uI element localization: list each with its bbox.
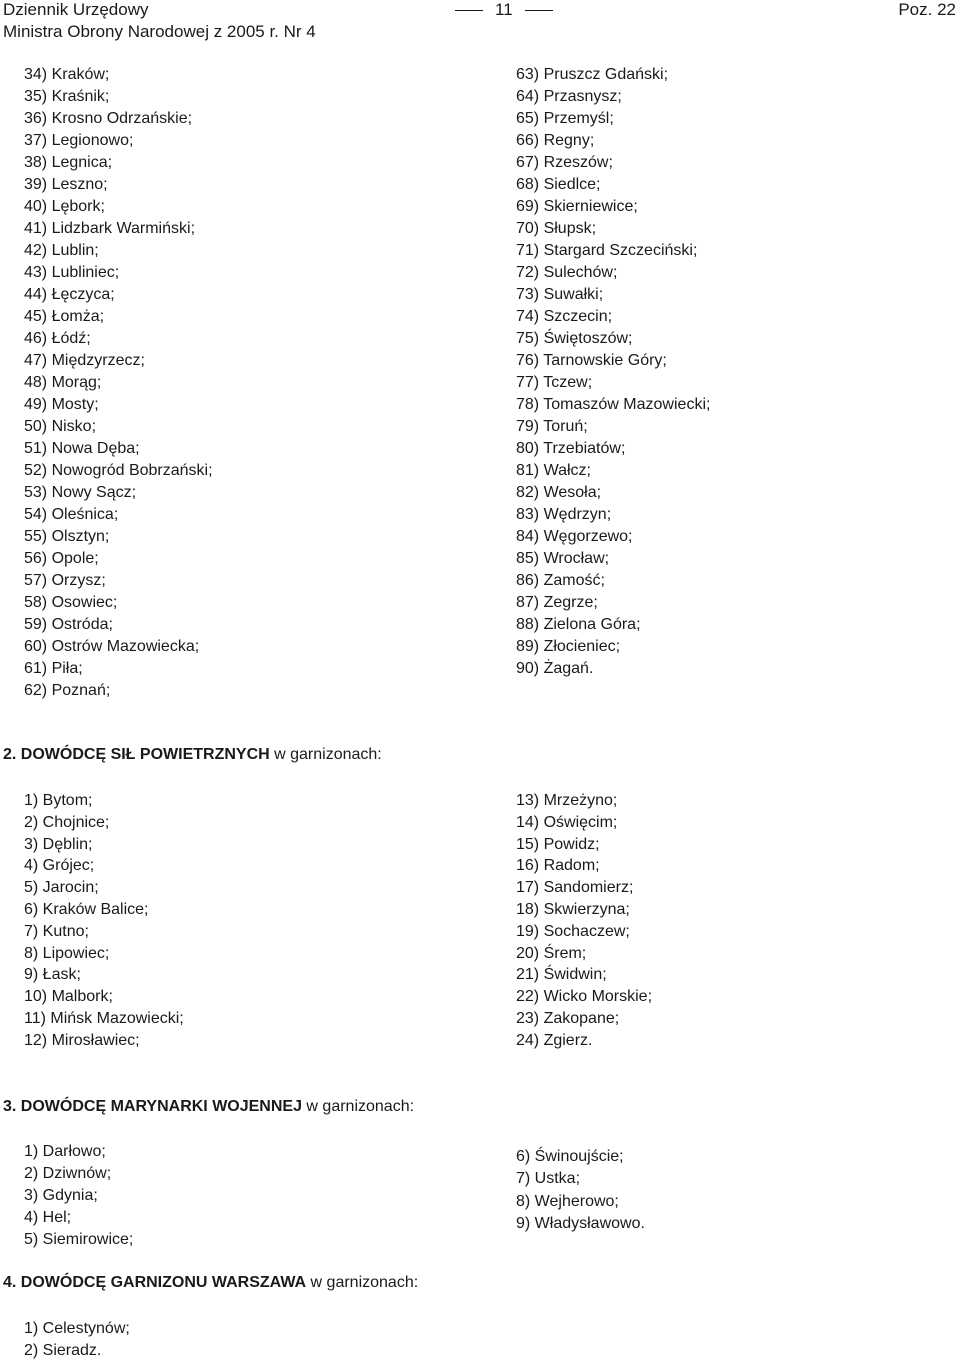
section3-right-list — [516, 1146, 645, 1236]
list-item: 14) Oświęcim; — [516, 813, 618, 831]
list-item: 6) Kraków Balice; — [24, 900, 149, 918]
list-item: 71) Stargard Szczeciński; — [516, 242, 698, 259]
section3-heading-suffix: w garnizonach: — [301, 1098, 415, 1115]
list-item: 61) Piła; — [24, 660, 83, 677]
list-item: 8) Lipowiec; — [24, 944, 110, 962]
list-item: 38) Legnica; — [24, 154, 113, 171]
list-item: 48) Morąg; — [24, 374, 102, 391]
list-item: 80) Trzebiatów; — [516, 440, 626, 457]
section2-heading-title: 2. DOWÓDCĘ SIŁ POWIETRZNYCH — [3, 746, 270, 763]
list-item: 15) Powidz; — [516, 835, 600, 853]
list-item: 6) Świnoujście; — [516, 1148, 624, 1165]
list-item: 36) Krosno Odrzańskie; — [24, 110, 193, 127]
list-item: 7) Kutno; — [24, 922, 89, 940]
list-item: 55) Olsztyn; — [24, 528, 110, 545]
list-item: 35) Kraśnik; — [24, 88, 110, 105]
list-item: 90) Żagań. — [516, 660, 594, 677]
list-item: 76) Tarnowskie Góry; — [516, 352, 667, 369]
list-item: 45) Łomża; — [24, 308, 105, 325]
list-item: 83) Wędrzyn; — [516, 506, 612, 523]
list-item: 22) Wicko Morskie; — [516, 988, 653, 1006]
list-item: 69) Skierniewice; — [516, 198, 638, 215]
list-item: 68) Siedlce; — [516, 176, 601, 193]
list-item: 1) Darłowo; — [24, 1143, 106, 1160]
list-item: 86) Zamość; — [516, 572, 605, 589]
list-item: 87) Zegrze; — [516, 594, 598, 611]
section1-right-list — [516, 64, 710, 680]
list-item: 4) Grójec; — [24, 857, 95, 875]
section1-left-list — [24, 64, 213, 702]
list-item: 1) Celestynów; — [24, 1320, 130, 1337]
list-item: 18) Skwierzyna; — [516, 900, 630, 918]
list-item: 62) Poznań; — [24, 682, 111, 699]
section2-left-list — [24, 790, 184, 1052]
list-item: 84) Węgorzewo; — [516, 528, 633, 545]
section4-heading-suffix: w garnizonach: — [306, 1274, 419, 1291]
list-item: 16) Radom; — [516, 857, 600, 875]
list-item: 67) Rzeszów; — [516, 154, 613, 171]
list-item: 42) Lublin; — [24, 242, 99, 259]
list-item: 78) Tomaszów Mazowiecki; — [516, 396, 711, 413]
list-item: 52) Nowogród Bobrzański; — [24, 462, 213, 479]
list-item: 4) Hel; — [24, 1209, 72, 1226]
list-item: 9) Łask; — [24, 966, 81, 984]
list-item: 64) Przasnysz; — [516, 88, 622, 105]
list-item: 82) Wesoła; — [516, 484, 602, 501]
list-item: 43) Lubliniec; — [24, 264, 120, 281]
list-item: 65) Przemyśl; — [516, 110, 614, 127]
list-item: 59) Ostróda; — [24, 616, 113, 633]
list-item: 89) Złocieniec; — [516, 638, 621, 655]
list-item: 66) Regny; — [516, 132, 595, 149]
list-item: 44) Łęczyca; — [24, 286, 115, 303]
list-item: 73) Suwałki; — [516, 286, 604, 303]
list-item: 21) Świdwin; — [516, 966, 607, 984]
section2-heading — [3, 746, 382, 764]
list-item: 3) Dęblin; — [24, 835, 93, 853]
list-item: 58) Osowiec; — [24, 594, 118, 611]
section2-heading-suffix: w garnizonach: — [269, 746, 382, 763]
list-item: 47) Międzyrzecz; — [24, 352, 145, 369]
list-item: 79) Toruń; — [516, 418, 588, 435]
list-item: 57) Orzysz; — [24, 572, 106, 589]
list-item: 13) Mrzeżyno; — [516, 792, 618, 809]
list-item: 24) Zgierz. — [516, 1031, 593, 1049]
list-item: 8) Wejherowo; — [516, 1192, 619, 1210]
list-item: 39) Leszno; — [24, 176, 108, 193]
section4-left-list — [24, 1318, 130, 1362]
section3-heading-title: 3. DOWÓDCĘ MARYNARKI WOJENNEJ — [3, 1098, 302, 1115]
journal-subtitle: Ministra Obrony Narodowej z 2005 r. Nr 4 — [3, 22, 316, 41]
section3-heading — [3, 1098, 414, 1116]
list-item: 60) Ostrów Mazowiecka; — [24, 638, 200, 655]
list-item: 2) Dziwnów; — [24, 1165, 112, 1182]
list-item: 12) Mirosławiec; — [24, 1031, 140, 1049]
list-item: 81) Wałcz; — [516, 462, 591, 479]
page-number: 11 — [443, 0, 565, 20]
list-item: 85) Wrocław; — [516, 550, 610, 567]
journal-title: Dziennik Urzędowy — [3, 0, 149, 19]
section2-right-list — [516, 790, 652, 1052]
section4-heading-title: 4. DOWÓDCĘ GARNIZONU WARSZAWA — [3, 1274, 307, 1291]
section4-heading — [3, 1274, 418, 1292]
list-item: 77) Tczew; — [516, 374, 593, 391]
list-item: 19) Sochaczew; — [516, 922, 630, 940]
list-item: 2) Chojnice; — [24, 813, 110, 831]
list-item: 7) Ustka; — [516, 1170, 581, 1188]
list-item: 34) Kraków; — [24, 66, 110, 83]
list-item: 3) Gdynia; — [24, 1187, 98, 1204]
list-item: 49) Mosty; — [24, 396, 99, 413]
list-item: 41) Lidzbark Warmiński; — [24, 220, 196, 237]
list-item: 56) Opole; — [24, 550, 99, 567]
list-item: 46) Łódź; — [24, 330, 91, 347]
list-item: 72) Sulechów; — [516, 264, 618, 281]
list-item: 23) Zakopane; — [516, 1009, 620, 1027]
list-item: 10) Malbork; — [24, 988, 113, 1006]
list-item: 51) Nowa Dęba; — [24, 440, 140, 457]
list-item: 88) Zielona Góra; — [516, 616, 641, 633]
list-item: 63) Pruszcz Gdański; — [516, 66, 669, 83]
list-item: 70) Słupsk; — [516, 220, 597, 237]
list-item: 50) Nisko; — [24, 418, 97, 435]
list-item: 40) Lębork; — [24, 198, 105, 215]
list-item: 37) Legionowo; — [24, 132, 134, 149]
list-item: 9) Władysławowo. — [516, 1215, 645, 1233]
section3-left-list — [24, 1141, 133, 1251]
list-item: 53) Nowy Sącz; — [24, 484, 137, 501]
list-item: 5) Jarocin; — [24, 879, 99, 897]
list-item: 75) Świętoszów; — [516, 330, 633, 347]
position-number: Poz. 22 — [898, 0, 956, 19]
list-item: 74) Szczecin; — [516, 308, 613, 325]
list-item: 17) Sandomierz; — [516, 879, 634, 897]
list-item: 11) Mińsk Mazowiecki; — [24, 1009, 184, 1027]
list-item: 5) Siemirowice; — [24, 1231, 134, 1248]
list-item: 54) Oleśnica; — [24, 506, 119, 523]
list-item: 2) Sieradz. — [24, 1342, 102, 1359]
list-item: 20) Śrem; — [516, 944, 587, 962]
list-item: 1) Bytom; — [24, 792, 93, 809]
